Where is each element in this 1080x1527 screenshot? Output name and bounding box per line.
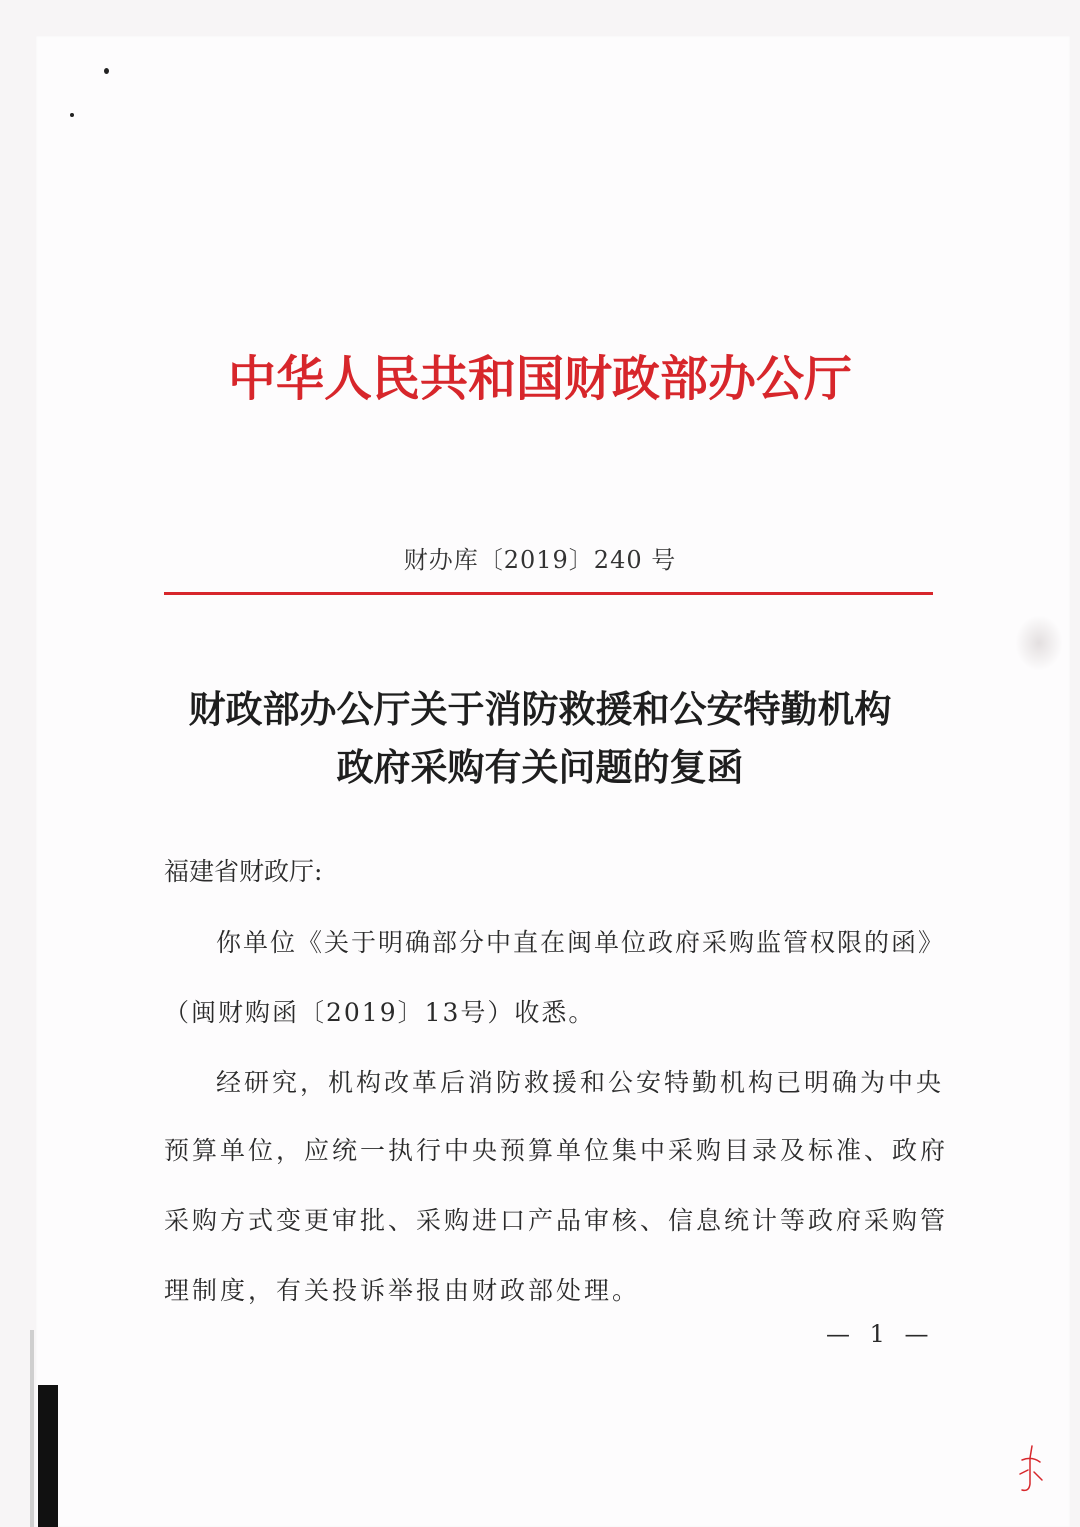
scan-edge-line: [30, 1330, 34, 1527]
recipient-salutation: 福建省财政厅:: [164, 857, 323, 886]
body-line: 经研究，机构改革后消防救援和公安特勤机构已明确为中央: [216, 1068, 945, 1097]
body-line: 你单位《关于明确部分中直在闽单位政府采购监管权限的函》: [216, 928, 946, 957]
body-line: 理制度，有关投诉举报由财政部处理。: [164, 1276, 641, 1305]
body-line: 采购方式变更审批、采购进口产品审核、信息统计等政府采购管: [164, 1206, 949, 1235]
document-number: 财办库〔2019〕240 号: [403, 546, 677, 574]
red-separator-rule: [164, 592, 933, 595]
scan-edge-bar: [38, 1385, 58, 1527]
document-title: [0, 680, 1080, 796]
scan-speck: [104, 68, 109, 74]
body-line: 预算单位，应统一执行中央预算单位集中采购目录及标准、政府: [164, 1136, 949, 1165]
title-line: 政府采购有关问题的复函: [336, 745, 744, 789]
page-number: — 1 —: [826, 1320, 935, 1348]
issuer-masthead: 中华人民共和国财政部办公厅: [227, 351, 852, 407]
scan-smudge: [1015, 615, 1063, 671]
scan-speck: [70, 113, 74, 117]
title-line: 财政部办公厅关于消防救援和公安特勤机构: [188, 687, 892, 731]
body-line: （闽财购函〔2019〕13号）收悉。: [164, 998, 596, 1027]
handwritten-mark-icon: [1010, 1440, 1050, 1500]
